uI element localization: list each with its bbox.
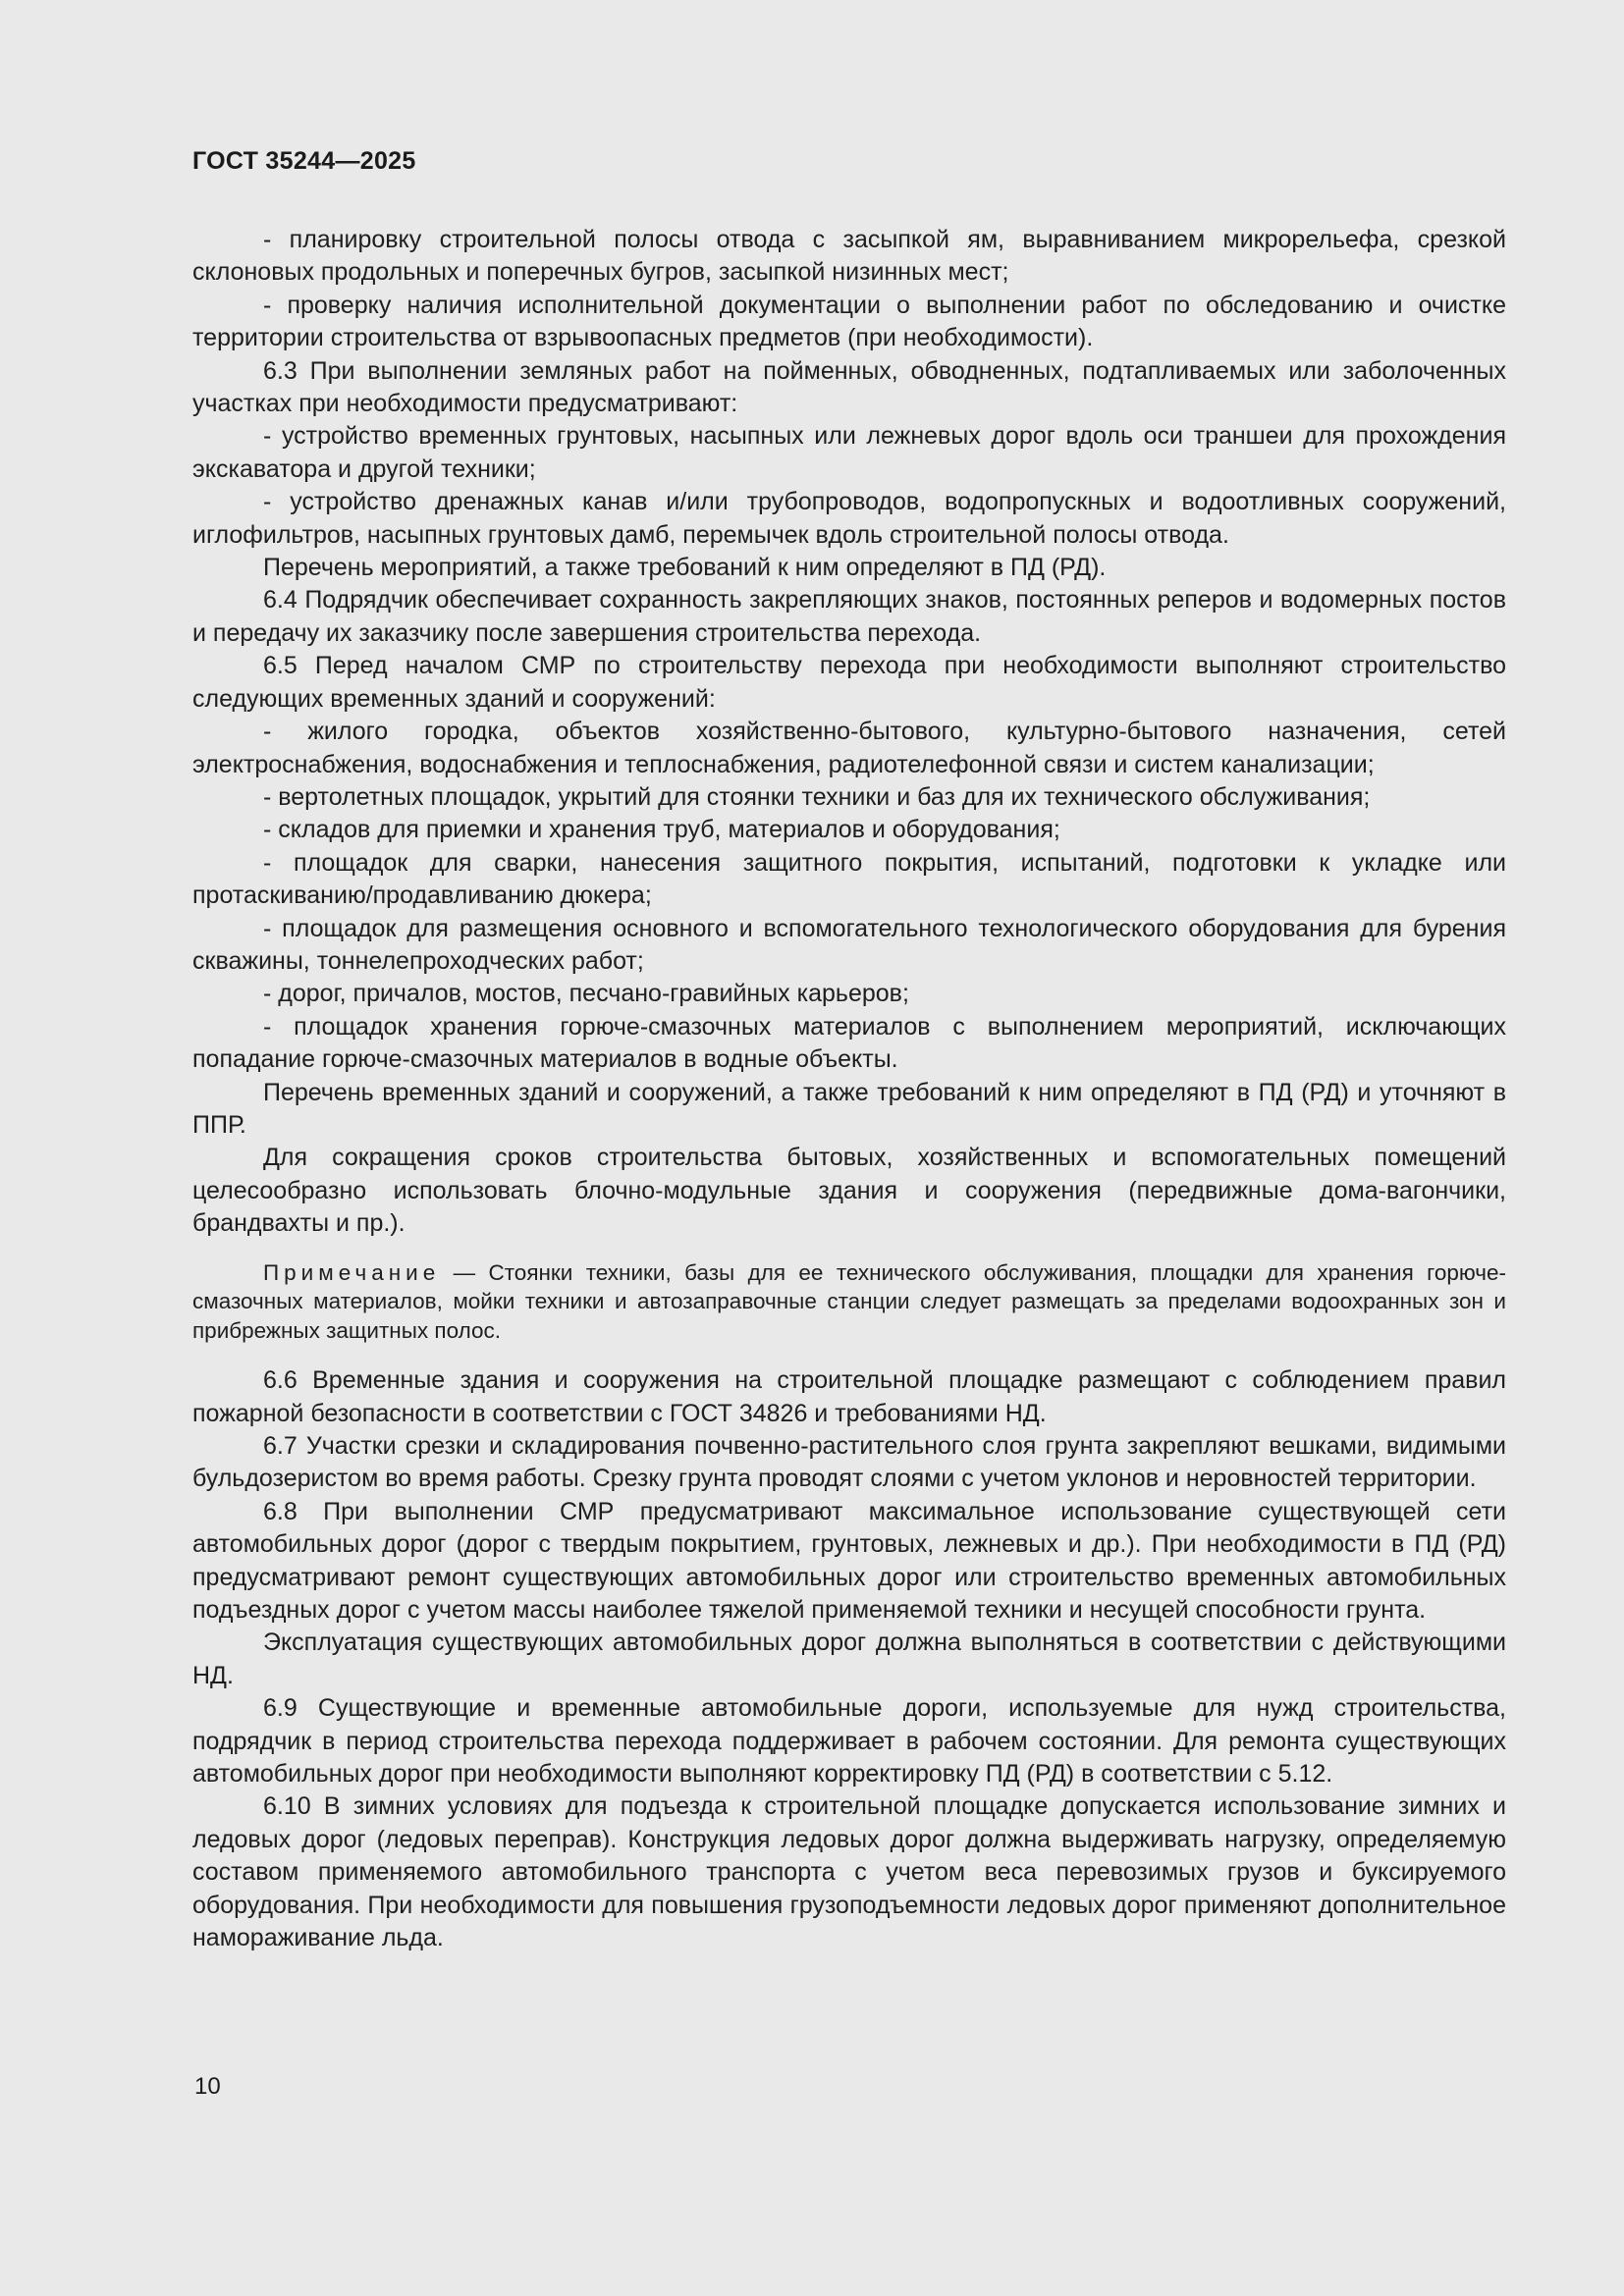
clause-6-7: 6.7 Участки срезки и складирования почвенно-растительного слоя грунта закрепляют вешками, видимыми бульдозеристом во время работы. Срезку грунта проводят слоями с учетом уклонов и неровностей территории.	[192, 1431, 1506, 1493]
page-number: 10	[194, 2073, 221, 2100]
paragraph-temporary-buildings-list: Перечень временных зданий и сооружений, а также требований к ним определяют в ПД (РД) и уточняют в ППР.	[192, 1078, 1506, 1139]
clause-6-4: 6.4 Подрядчик обеспечивает сохранность закрепляющих знаков, постоянных реперов и водомерных постов и передачу их заказчику после завершения строительства перехода.	[192, 586, 1506, 647]
clause-6-6: 6.6 Временные здания и сооружения на строительной площадке размещают с соблюдением правил пожарной безопасности в соответствии с ГОСТ 34826 и требованиями НД.	[192, 1366, 1506, 1427]
document-body	[192, 224, 1506, 1954]
paragraph-modular-buildings: Для сокращения сроков строительства бытовых, хозяйственных и вспомогательных помещений целесообразно использовать блочно-модульные здания и сооружения (передвижные дома-вагончики, брандвахты и пр.).	[192, 1144, 1506, 1238]
document-code-header: ГОСТ 35244—2025	[192, 147, 416, 175]
clause-6-3: 6.3 При выполнении земляных работ на пойменных, обводненных, подтапливаемых или заболоченных участках при необходимости предусматривают:	[192, 356, 1506, 418]
paragraph-road-operation: Эксплуатация существующих автомобильных дорог должна выполняться в соответствии с действующими НД.	[192, 1629, 1506, 1689]
list-item-documentation-check: - проверку наличия исполнительной документации о выполнении работ по обследованию и очистке территории строительства от взрывоопасных предметов (при необходимости).	[192, 291, 1506, 352]
clause-6-9: 6.9 Существующие и временные автомобильные дороги, используемые для нужд строительства, подрядчик в период строительства перехода поддерживает в рабочем состоянии. Для ремонта существующих автомобильных дорог при необходимости выполняют корректировку ПД (РД) в соответствии с 5.12.	[192, 1694, 1506, 1788]
list-item-residential-camp: - жилого городка, объектов хозяйственно-бытового, культурно-бытового назначения, сетей электроснабжения, водоснабжения и теплоснабжения, радиотелефонной связи и систем канализации;	[192, 718, 1506, 778]
clause-6-8: 6.8 При выполнении СМР предусматривают максимальное использование существующей сети автомобильных дорог (дорог с твердым покрытием, грунтовых, лежневых и др.). При необходимости в ПД (РД) предусматривают ремонт существующих автомобильных дорог или строительство временных автомобильных подъездных дорог с учетом массы наиболее тяжелой применяемой техники и несущей способности грунта.	[192, 1497, 1506, 1624]
note-text: — Стоянки техники, базы для ее технического обслуживания, площадки для хранения горюче-смазочных материалов, мойки техники и автозаправочные станции следует размещать за пределами водоохранных зон и прибрежных защитных полос.	[192, 1259, 1506, 1343]
list-item-helipads: - вертолетных площадок, укрытий для стоянки техники и баз для их технического обслуживания;	[263, 782, 1371, 811]
list-item-drainage: - устройство дренажных канав и/или трубопроводов, водопропускных и водоотливных сооружений, иглофильтров, насыпных грунтовых дамб, перемычек вдоль строительной полосы отвода.	[192, 488, 1506, 549]
list-item-temporary-roads: - устройство временных грунтовых, насыпных или лежневых дорог вдоль оси траншеи для прохождения экскаватора и другой техники;	[192, 422, 1506, 483]
note-label: Примечание	[263, 1259, 441, 1285]
list-item-roads-piers: - дорог, причалов, мостов, песчано-гравийных карьеров;	[263, 980, 909, 1008]
clause-6-5: 6.5 Перед началом СМР по строительству перехода при необходимости выполняют строительство следующих временных зданий и сооружений:	[192, 652, 1506, 713]
list-item-fuel-storage: - площадок хранения горюче-смазочных материалов с выполнением мероприятий, исключающих попадание горюче-смазочных материалов в водные объекты.	[192, 1012, 1506, 1074]
list-item-drilling-sites: - площадок для размещения основного и вспомогательного технологического оборудования для бурения скважины, тоннелепроходческих работ;	[192, 914, 1506, 975]
note-block	[192, 1258, 1506, 1346]
paragraph-measures-list: Перечень мероприятий, а также требований к ним определяют в ПД (РД).	[263, 554, 1107, 582]
list-item-welding-sites: - площадок для сварки, нанесения защитного покрытия, испытаний, подготовки к укладке или протаскиванию/продавливанию дюкера;	[192, 848, 1506, 910]
clause-6-10: 6.10 В зимних условиях для подъезда к строительной площадке допускается использование зимних и ледовых дорог (ледовых переправ). Конструкция ледовых дорог должна выдерживать нагрузку, определяемую составом применяемого автомобильного транспорта с учетом веса перевозимых грузов и буксируемого оборудования. При необходимости для повышения грузоподъемности ледовых дорог применяют дополнительное намораживание льда.	[192, 1792, 1506, 1951]
list-item-warehouses: - складов для приемки и хранения труб, материалов и оборудования;	[263, 816, 1060, 844]
list-item-planning: - планировку строительной полосы отвода с засыпкой ям, выравниванием микрорельефа, срезкой склоновых продольных и поперечных бугров, засыпкой низинных мест;	[192, 226, 1506, 287]
